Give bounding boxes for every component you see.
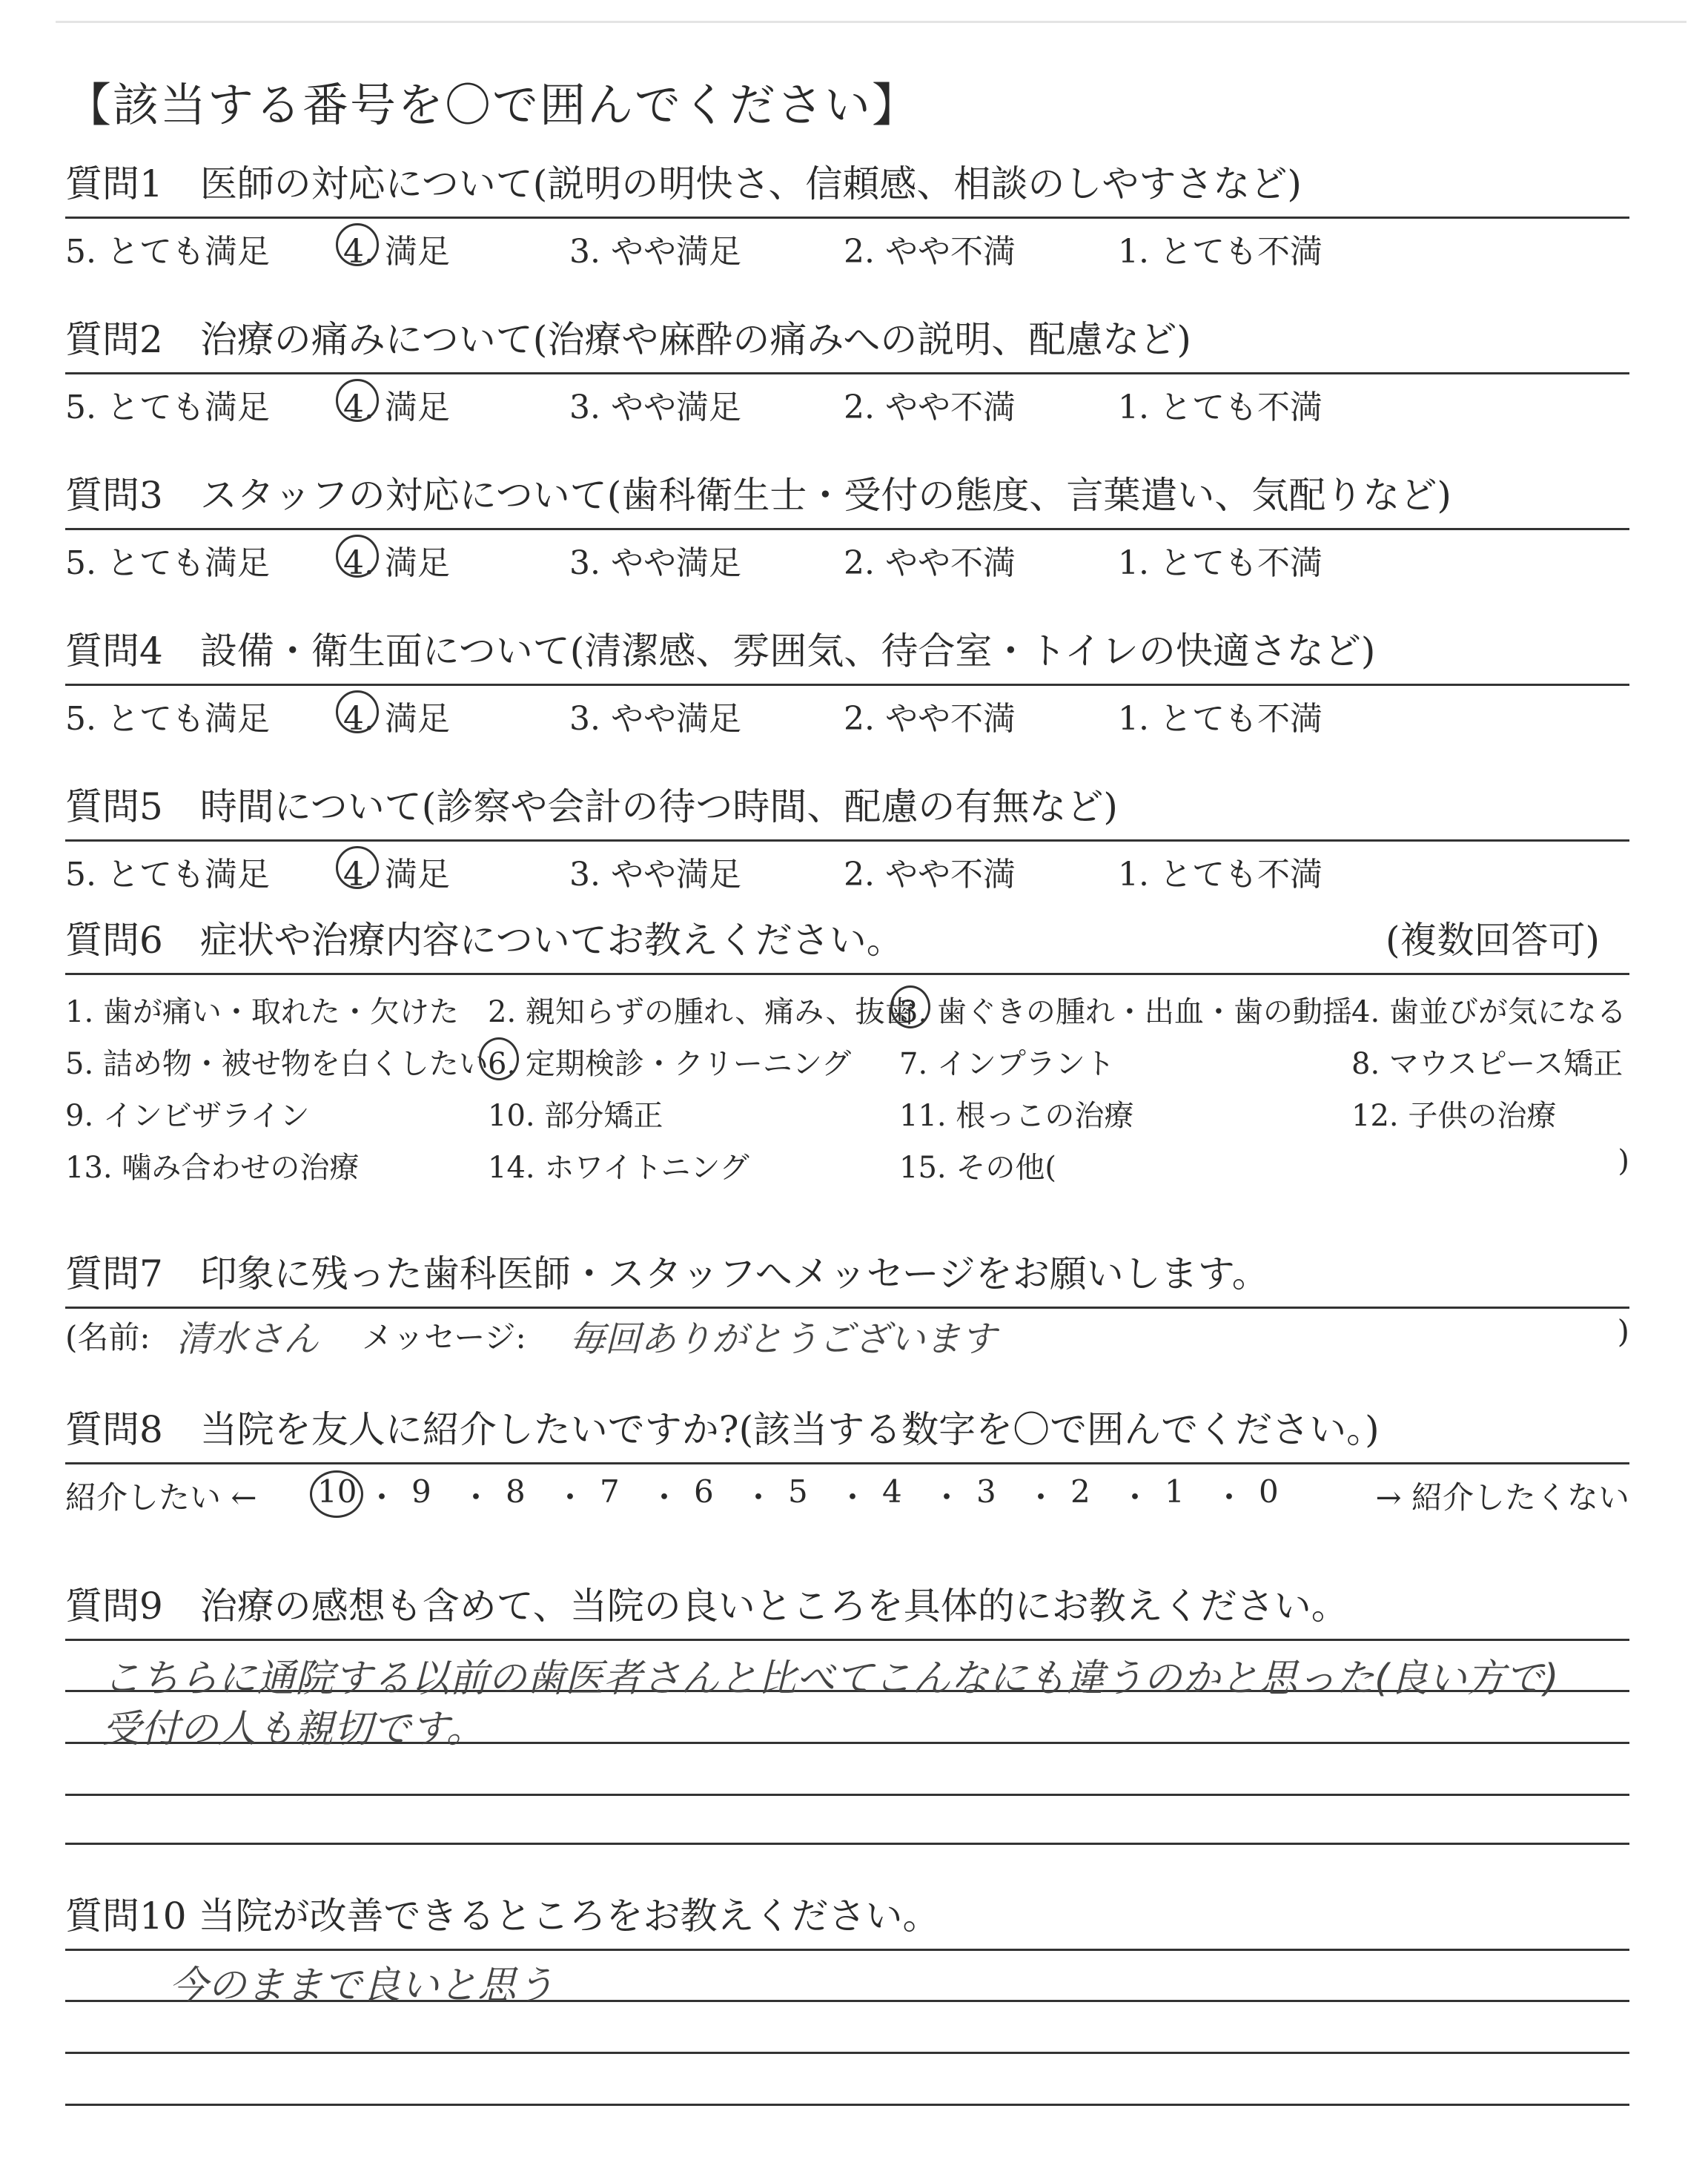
scale-number[interactable]: 3 bbox=[976, 1473, 996, 1510]
selected-circle-mark bbox=[336, 535, 379, 578]
rating-option[interactable]: 4. 満足 bbox=[343, 544, 450, 582]
rating-option[interactable]: 5. とても満足 bbox=[65, 233, 270, 271]
selected-circle-mark bbox=[479, 1037, 519, 1080]
question-6-note: (複数回答可) bbox=[1385, 919, 1600, 962]
rating-option[interactable]: 1. とても不満 bbox=[1118, 544, 1323, 582]
selected-circle-mark bbox=[310, 1470, 363, 1518]
rating-option[interactable]: 4. 満足 bbox=[343, 389, 450, 426]
question-3 bbox=[65, 464, 1629, 582]
symptom-option[interactable]: 10. 部分矯正 bbox=[488, 1099, 663, 1133]
rating-option[interactable]: 5. とても満足 bbox=[65, 700, 270, 738]
symptom-option[interactable]: 14. ホワイトニング bbox=[488, 1151, 749, 1185]
rating-option[interactable]: 2. やや不満 bbox=[844, 389, 1016, 426]
question-4-title: 質問4 設備・衛生面について(清潔感、雰囲気、待合室・トイレの快適さなど) bbox=[65, 630, 1376, 673]
scale-separator: ・ bbox=[1119, 1479, 1151, 1516]
question-6 bbox=[65, 909, 1629, 1198]
symptom-option[interactable]: ) bbox=[1618, 1144, 1629, 1178]
symptom-option[interactable]: 9. インビザライン bbox=[65, 1099, 310, 1133]
rating-option[interactable]: 1. とても不満 bbox=[1118, 233, 1323, 271]
question-5 bbox=[65, 776, 1629, 894]
answer-text-line: 受付の人も親切です。 bbox=[102, 1707, 485, 1751]
symptom-option[interactable]: 2. 親知らずの腫れ、痛み、抜歯 bbox=[488, 995, 915, 1029]
scale-number[interactable]: 0 bbox=[1259, 1473, 1279, 1510]
scale-number[interactable]: 6 bbox=[694, 1473, 714, 1510]
scale-separator: ・ bbox=[460, 1479, 492, 1516]
answer-line bbox=[65, 1794, 1629, 1796]
page-title: 【該当する番号を〇で囲んでください】 bbox=[65, 78, 920, 132]
message-close-paren: ) bbox=[1617, 1313, 1629, 1350]
rating-option[interactable]: 3. やや満足 bbox=[569, 856, 741, 894]
answer-text-line: 今のままで良いと思う bbox=[169, 1964, 555, 2008]
symptom-option[interactable]: 5. 詰め物・被せ物を白くしたい bbox=[65, 1047, 489, 1081]
scale-separator: ・ bbox=[1214, 1479, 1245, 1516]
answer-line bbox=[65, 2104, 1629, 2106]
selected-circle-mark bbox=[336, 223, 379, 266]
scale-number[interactable]: 1 bbox=[1165, 1473, 1185, 1510]
rating-option[interactable]: 1. とても不満 bbox=[1118, 856, 1323, 894]
rating-option[interactable]: 3. やや満足 bbox=[569, 544, 741, 582]
question-7 bbox=[65, 1243, 1629, 1361]
symptom-option[interactable]: 6. 定期検診・クリーニング bbox=[488, 1047, 852, 1081]
scale-separator: ・ bbox=[837, 1479, 869, 1516]
answer-text-line: こちらに通院する以前の歯医者さんと比べてこんなにも違うのかと思った(良い方で) bbox=[102, 1657, 1559, 1701]
name-value[interactable]: 清水さん bbox=[176, 1318, 320, 1360]
recommend-right-label: → 紹介したくない bbox=[1375, 1479, 1629, 1516]
answer-line bbox=[65, 2052, 1629, 2054]
rating-option[interactable]: 1. とても不満 bbox=[1118, 389, 1323, 426]
question-1 bbox=[65, 153, 1629, 271]
top-rule bbox=[56, 21, 1687, 23]
message-value[interactable]: 毎回ありがとうございます bbox=[569, 1318, 997, 1360]
question-2-title: 質問2 治療の痛みについて(治療や麻酔の痛みへの説明、配慮など) bbox=[65, 318, 1191, 361]
symptom-option[interactable]: 12. 子供の治療 bbox=[1351, 1099, 1557, 1133]
question-2 bbox=[65, 308, 1629, 426]
name-label: (名前: bbox=[65, 1319, 150, 1355]
scale-number[interactable]: 9 bbox=[411, 1473, 431, 1510]
rating-option[interactable]: 4. 満足 bbox=[343, 233, 450, 271]
scale-separator: ・ bbox=[555, 1479, 586, 1516]
scale-separator: ・ bbox=[931, 1479, 963, 1516]
scale-separator: ・ bbox=[1025, 1479, 1057, 1516]
question-8-title: 質問8 当院を友人に紹介したいですか?(該当する数字を〇で囲んでください。) bbox=[65, 1408, 1380, 1451]
scale-number[interactable]: 5 bbox=[788, 1473, 808, 1510]
symptom-option[interactable]: 7. インプラント bbox=[899, 1047, 1115, 1081]
symptom-option[interactable]: 11. 根っこの治療 bbox=[899, 1099, 1134, 1133]
selected-circle-mark bbox=[890, 985, 930, 1028]
question-10-title: 質問10 当院が改善できるところをお教えください。 bbox=[65, 1895, 940, 1938]
rating-option[interactable]: 4. 満足 bbox=[343, 700, 450, 738]
question-8 bbox=[65, 1398, 1629, 1521]
selected-circle-mark bbox=[336, 379, 379, 422]
recommend-scale bbox=[65, 1464, 1629, 1521]
question-9 bbox=[65, 1576, 1629, 1849]
rating-option[interactable]: 5. とても満足 bbox=[65, 544, 270, 582]
answer-line bbox=[65, 1843, 1629, 1845]
symptom-option[interactable]: 13. 噛み合わせの治療 bbox=[65, 1151, 360, 1185]
scale-separator: ・ bbox=[743, 1479, 775, 1516]
rating-option[interactable]: 1. とても不満 bbox=[1118, 700, 1323, 738]
symptom-option[interactable]: 4. 歯並びが気になる bbox=[1351, 995, 1626, 1029]
question-9-title: 質問9 治療の感想も含めて、当院の良いところを具体的にお教えください。 bbox=[65, 1585, 1348, 1628]
scale-number[interactable]: 2 bbox=[1070, 1473, 1090, 1510]
scale-separator: ・ bbox=[649, 1479, 681, 1516]
rating-option[interactable]: 2. やや不満 bbox=[844, 700, 1016, 738]
question-3-title: 質問3 スタッフの対応について(歯科衛生士・受付の態度、言葉遣い、気配りなど) bbox=[65, 474, 1452, 517]
question-10-answer-area[interactable] bbox=[65, 1951, 1629, 2159]
scale-number[interactable]: 4 bbox=[882, 1473, 902, 1510]
question-1-title: 質問1 医師の対応について(説明の明快さ、信頼感、相談のしやすさなど) bbox=[65, 162, 1302, 205]
rating-option[interactable]: 3. やや満足 bbox=[569, 700, 741, 738]
rating-option[interactable]: 4. 満足 bbox=[343, 856, 450, 894]
question-5-title: 質問5 時間について(診察や会計の待つ時間、配慮の有無など) bbox=[65, 785, 1118, 828]
question-9-answer-area[interactable] bbox=[65, 1641, 1629, 1849]
question-4 bbox=[65, 620, 1629, 738]
scale-number[interactable]: 10 bbox=[317, 1473, 357, 1510]
rating-option[interactable]: 3. やや満足 bbox=[569, 233, 741, 271]
symptom-option[interactable]: 15. その他( bbox=[899, 1151, 1056, 1185]
selected-circle-mark bbox=[336, 846, 379, 889]
symptom-option[interactable]: 3. 歯ぐきの腫れ・出血・歯の動揺 bbox=[899, 995, 1352, 1029]
rating-option[interactable]: 5. とても満足 bbox=[65, 389, 270, 426]
message-label: メッセージ: bbox=[362, 1319, 526, 1355]
rating-option[interactable]: 2. やや不満 bbox=[844, 233, 1016, 271]
recommend-left-label: 紹介したい ← bbox=[65, 1479, 257, 1516]
selected-circle-mark bbox=[336, 690, 379, 733]
question-7-title: 質問7 印象に残った歯科医師・スタッフへメッセージをお願いします。 bbox=[65, 1252, 1269, 1295]
rating-option[interactable]: 2. やや不満 bbox=[844, 856, 1016, 894]
rating-option[interactable]: 2. やや不満 bbox=[844, 544, 1016, 582]
question-6-title: 質問6 症状や治療内容についてお教えください。 bbox=[65, 919, 904, 962]
symptom-option[interactable]: 8. マウスピース矯正 bbox=[1351, 1047, 1623, 1081]
question-10 bbox=[65, 1880, 1629, 2159]
rating-option[interactable]: 3. やや満足 bbox=[569, 389, 741, 426]
scale-number[interactable]: 7 bbox=[600, 1473, 620, 1510]
rating-option[interactable]: 5. とても満足 bbox=[65, 856, 270, 894]
question-6-options bbox=[65, 975, 1629, 1198]
scale-number[interactable]: 8 bbox=[506, 1473, 526, 1510]
symptom-option[interactable]: 1. 歯が痛い・取れた・欠けた bbox=[65, 995, 459, 1029]
scale-separator: ・ bbox=[366, 1479, 398, 1516]
